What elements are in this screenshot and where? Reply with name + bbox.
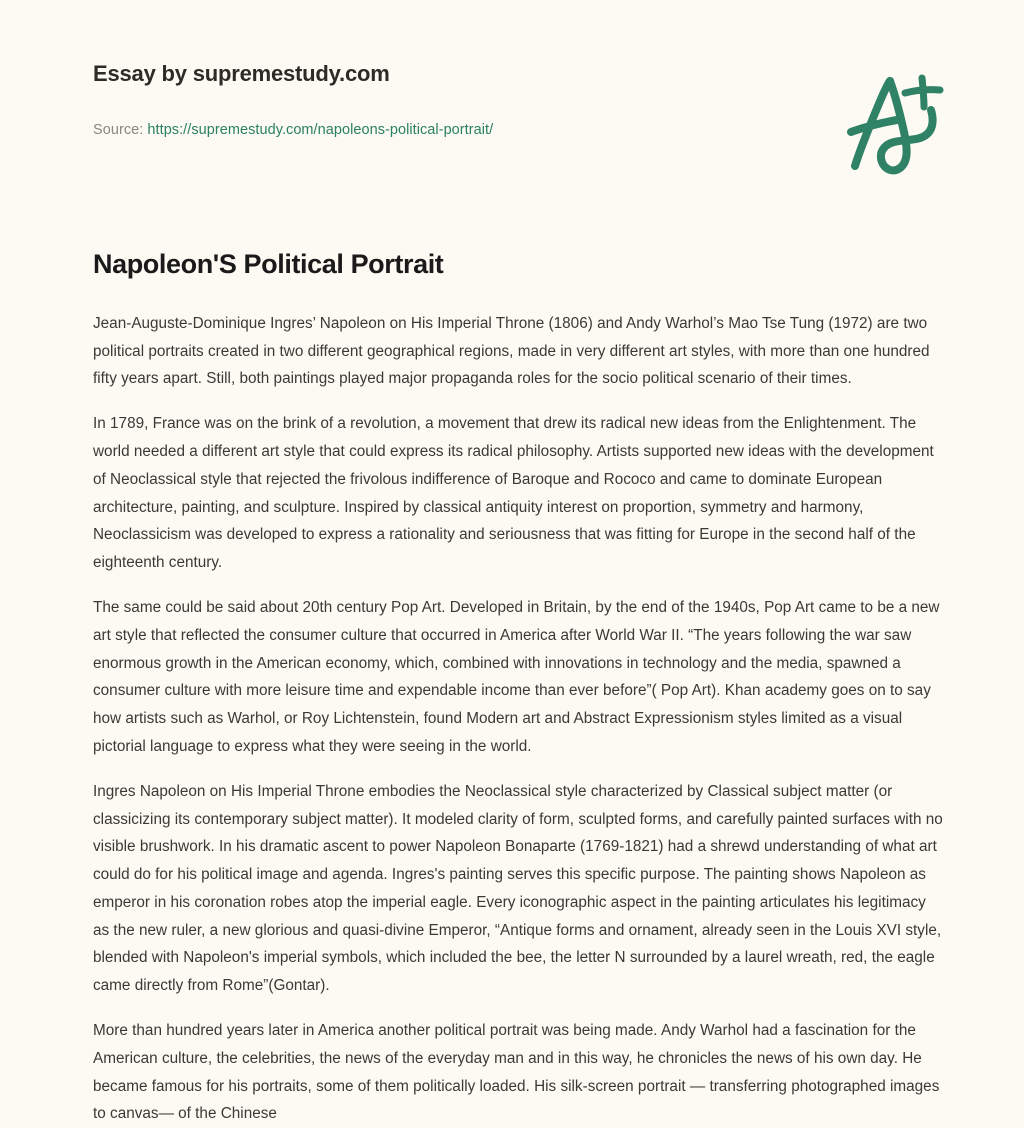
paragraph: The same could be said about 20th century Pop Art. Developed in Britain, by the end of the 1940s, Pop Art came to be a new art style that reflected the consumer culture that occurred in America after World War II. “The years following the war saw enormous growth in the American economy, which, combined with innovations in technology and the media, spawned a consumer culture with more leisure time and expendable income than ever before”( Pop Art). Khan academy goes on to say how artists such as Warhol, or Roy Lichtenstein, found Modern art and Abstract Expressionism styles limited as a visual pictorial language to express what they were seeing in the world. — [93, 598, 940, 755]
paragraph: Jean-Auguste-Dominique Ingres’ Napoleon on His Imperial Throne (1806) and Andy Warhol’s Mao Tse Tung (1972) are two political portraits created in two different geographical regions, made in very different art styles, with more than one hundred fifty years apart. Still, both paintings played major propaganda roles for the socio political scenario of their times. — [93, 314, 930, 388]
paragraph: Ingres Napoleon on His Imperial Throne embodies the Neoclassical style characterized by Classical subject matter (or classicizing its contemporary subject matter). It modeled clarity of form, sculpted forms, and carefully painted surfaces with no visible brushwork. In his dramatic ascent to power Napoleon Bonaparte (1769-1821) had a shrewd understanding of what art could do for his political image and agenda. Ingres's painting serves this specific purpose. The painting shows Napoleon as emperor in his coronation robes atop the imperial eagle. Every iconographic aspect in the painting articulates his legitimacy as the new ruler, a new glorious and quasi-divine Emperor, “Antique forms and ornament, already seen in the Louis XVI style, blended with Napoleon's imperial symbols, which included the bee, the letter N surrounded by a laurel wreath, red, the eagle came directly from Rome”(Gontar). — [93, 782, 943, 995]
source-line — [93, 122, 493, 138]
brand-byline: Essay by supremestudy.com — [93, 61, 390, 86]
paragraph: In 1789, France was on the brink of a revolution, a movement that drew its radical new ideas from the Enlightenment. The world needed a different art style that could express its radical philosophy. Artists supported new ideas with the development of Neoclassical style that rejected the frivolous indifference of Baroque and Rococo and came to dominate European architecture, painting, and sculpture. Inspired by classical antiquity interest on proportion, symmetry and harmony, Neoclassicism was developed to express a rationality and seriousness that was fitting for Europe in the second half of the eighteenth century. — [93, 415, 934, 572]
source-label: Source: — [93, 122, 144, 138]
article-body — [93, 310, 943, 1128]
paragraph: More than hundred years later in America another political portrait was being made. Andy Warhol had a fascination for the American culture, the celebrities, the news of the everyday man and in this way, he chronicles the news of his own day. He became famous for his portraits, some of them politically loaded. His silk-screen portrait — transferring photographed images to canvas— of the Chinese — [93, 1022, 940, 1123]
page-title: Napoleon'S Political Portrait — [93, 249, 444, 279]
a-plus-logo-icon — [832, 62, 952, 180]
document-header — [0, 0, 1024, 200]
source-url-link[interactable]: https://supremestudy.com/napoleons-political-portrait/ — [147, 122, 494, 138]
article — [93, 248, 943, 1128]
